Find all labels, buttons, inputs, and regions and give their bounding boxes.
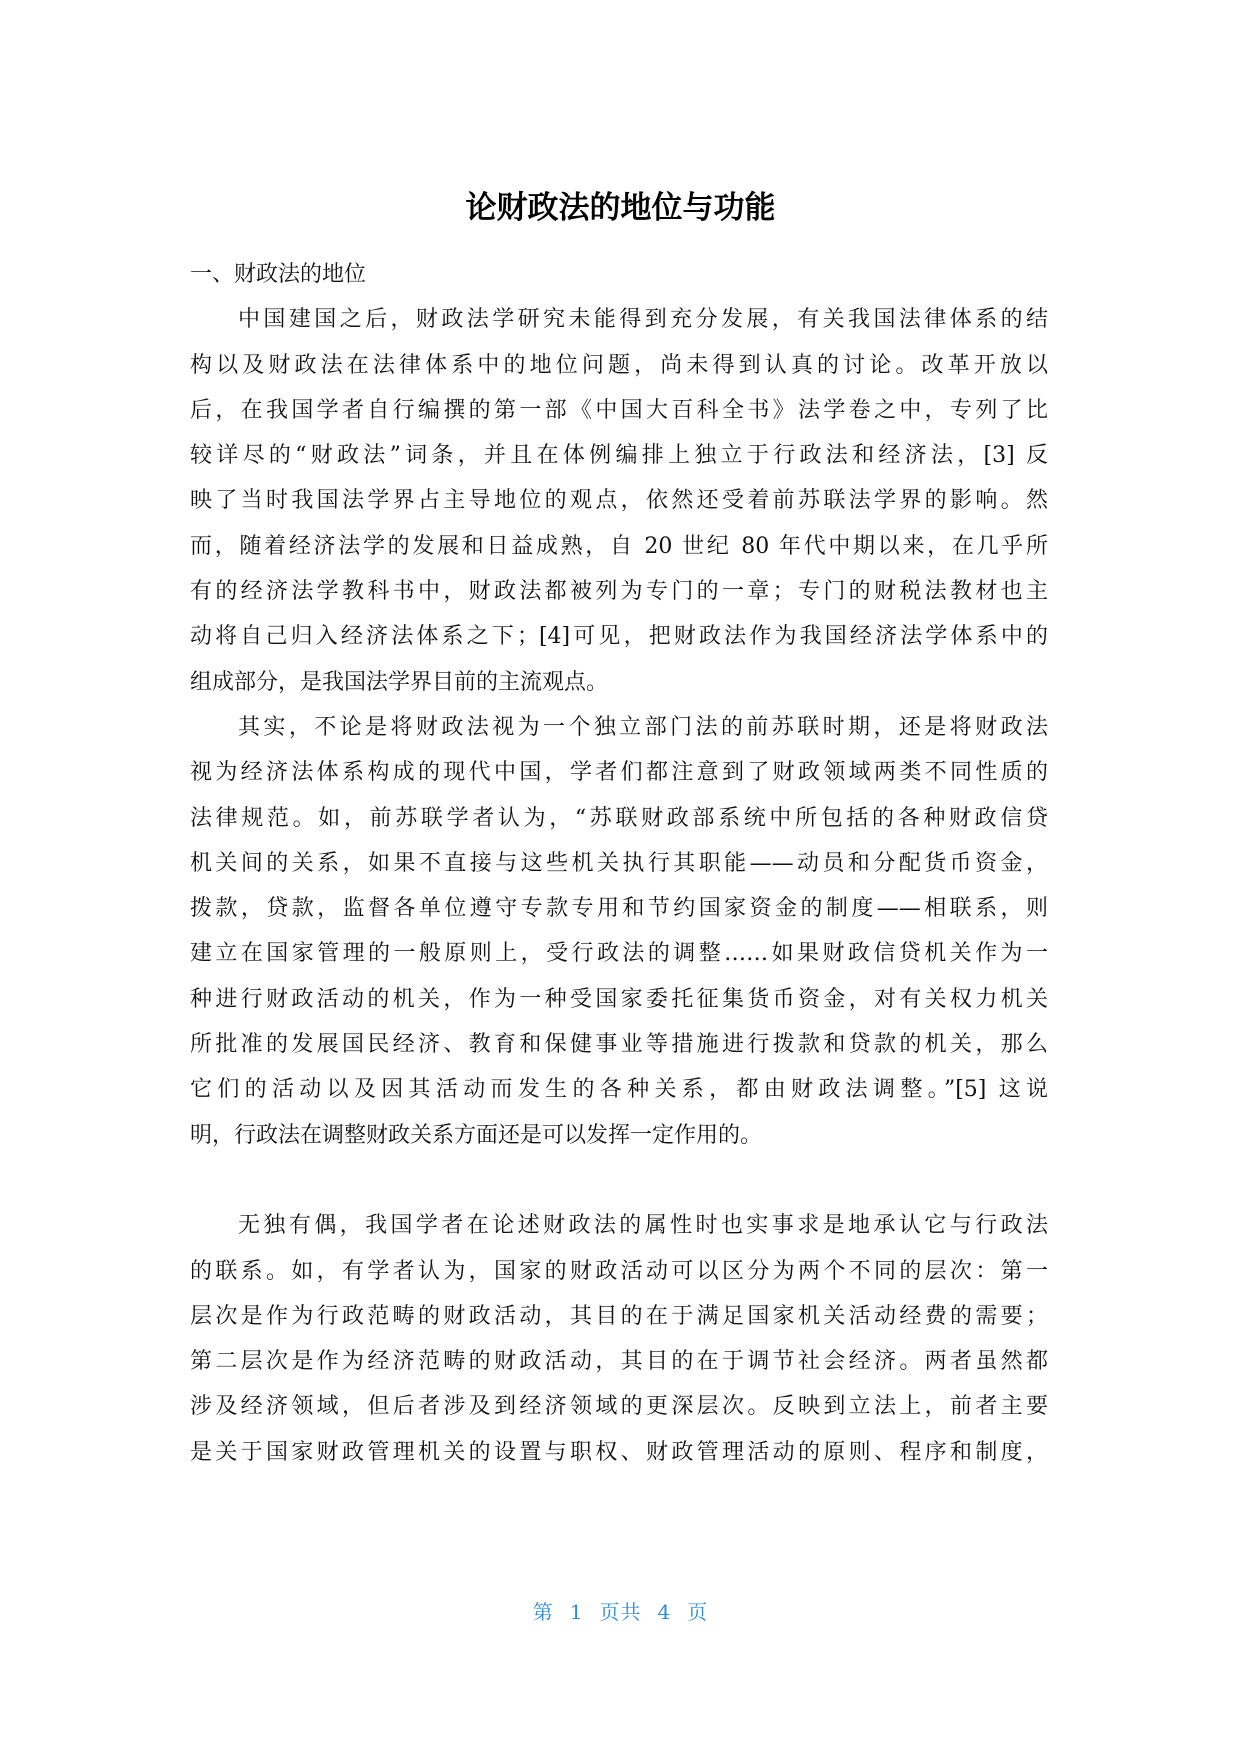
blank-line xyxy=(190,1158,1048,1203)
text-line: 映了当时我国法学界占主导地位的观点，依然还受着前苏联法学界的影响。然 xyxy=(190,488,1048,514)
text-line: 无独有偶，我国学者在论述财政法的属性时也实事求是地承认它与行政法 xyxy=(238,1213,1048,1239)
text-line: 而，随着经济法学的发展和日益成熟，自 20 世纪 80 年代中期以来，在几乎所 xyxy=(190,533,1048,559)
text-line: 它们的活动以及因其活动而发生的各种关系，都由财政法调整。”[5] 这说 xyxy=(190,1077,1048,1103)
footer-total-pages: 4 xyxy=(657,1600,672,1624)
text-line: 是关于国家财政管理机关的设置与职权、财政管理活动的原则、程序和制度， xyxy=(190,1439,1048,1465)
document-title: 论财政法的地位与功能 xyxy=(465,190,776,226)
text-line: 动将自己归入经济法体系之下；[4]可见，把财政法作为我国经济法学体系中的 xyxy=(190,624,1048,650)
paragraph xyxy=(190,705,1048,1158)
text-line: 拨款，贷款，监督各单位遵守专款专用和节约国家资金的制度——相联系，则 xyxy=(190,896,1048,922)
text-line: 有的经济法学教科书中，财政法都被列为专门的一章；专门的财税法教材也主 xyxy=(190,579,1048,605)
text-line: 的联系。如，有学者认为，国家的财政活动可以区分为两个不同的层次：第一 xyxy=(190,1258,1048,1284)
text-line: 中国建国之后，财政法学研究未能得到充分发展，有关我国法律体系的结 xyxy=(238,307,1048,333)
text-line: 后，在我国学者自行编撰的第一部《中国大百科全书》法学卷之中，专列了比 xyxy=(190,397,1048,423)
text-line: 明，行政法在调整财政关系方面还是可以发挥一定作用的。 xyxy=(190,1122,763,1148)
page-footer xyxy=(0,1596,1241,1625)
text-line: 组成部分，是我国法学界目前的主流观点。 xyxy=(190,669,609,695)
document-body xyxy=(190,252,1048,1475)
paragraph xyxy=(190,297,1048,705)
text-line: 较详尽的“财政法”词条，并且在体例编排上独立于行政法和经济法，[3] 反 xyxy=(190,443,1048,469)
text-line: 法律规范。如，前苏联学者认为，“苏联财政部系统中所包括的各种财政信贷 xyxy=(190,805,1048,831)
text-line: 所批准的发展国民经济、教育和保健事业等措施进行拨款和贷款的机关，那么 xyxy=(190,1032,1048,1058)
section-heading: 一、财政法的地位 xyxy=(190,262,367,287)
text-line: 视为经济法体系构成的现代中国，学者们都注意到了财政领域两类不同性质的 xyxy=(190,760,1048,786)
text-line: 涉及经济领域，但后者涉及到经济领域的更深层次。反映到立法上，前者主要 xyxy=(190,1394,1048,1420)
text-line: 层次是作为行政范畴的财政活动，其目的在于满足国家机关活动经费的需要； xyxy=(190,1303,1048,1329)
text-line: 第二层次是作为经济范畴的财政活动，其目的在于调节社会经济。两者虽然都 xyxy=(190,1349,1048,1375)
text-line: 其实，不论是将财政法视为一个独立部门法的前苏联时期，还是将财政法 xyxy=(238,714,1048,740)
paragraph xyxy=(190,1203,1048,1475)
text-line: 建立在国家管理的一般原则上，受行政法的调整……如果财政信贷机关作为一 xyxy=(190,941,1048,967)
footer-suffix: 页 xyxy=(687,1600,709,1624)
footer-middle: 页共 xyxy=(599,1600,642,1624)
text-line: 机关间的关系，如果不直接与这些机关执行其职能——动员和分配货币资金， xyxy=(190,850,1048,876)
text-line: 种进行财政活动的机关，作为一种受国家委托征集货币资金，对有关权力机关 xyxy=(190,986,1048,1012)
footer-prefix: 第 xyxy=(532,1600,554,1624)
footer-current-page: 1 xyxy=(569,1600,584,1624)
text-line: 构以及财政法在法律体系中的地位问题，尚未得到认真的讨论。改革开放以 xyxy=(190,352,1048,378)
